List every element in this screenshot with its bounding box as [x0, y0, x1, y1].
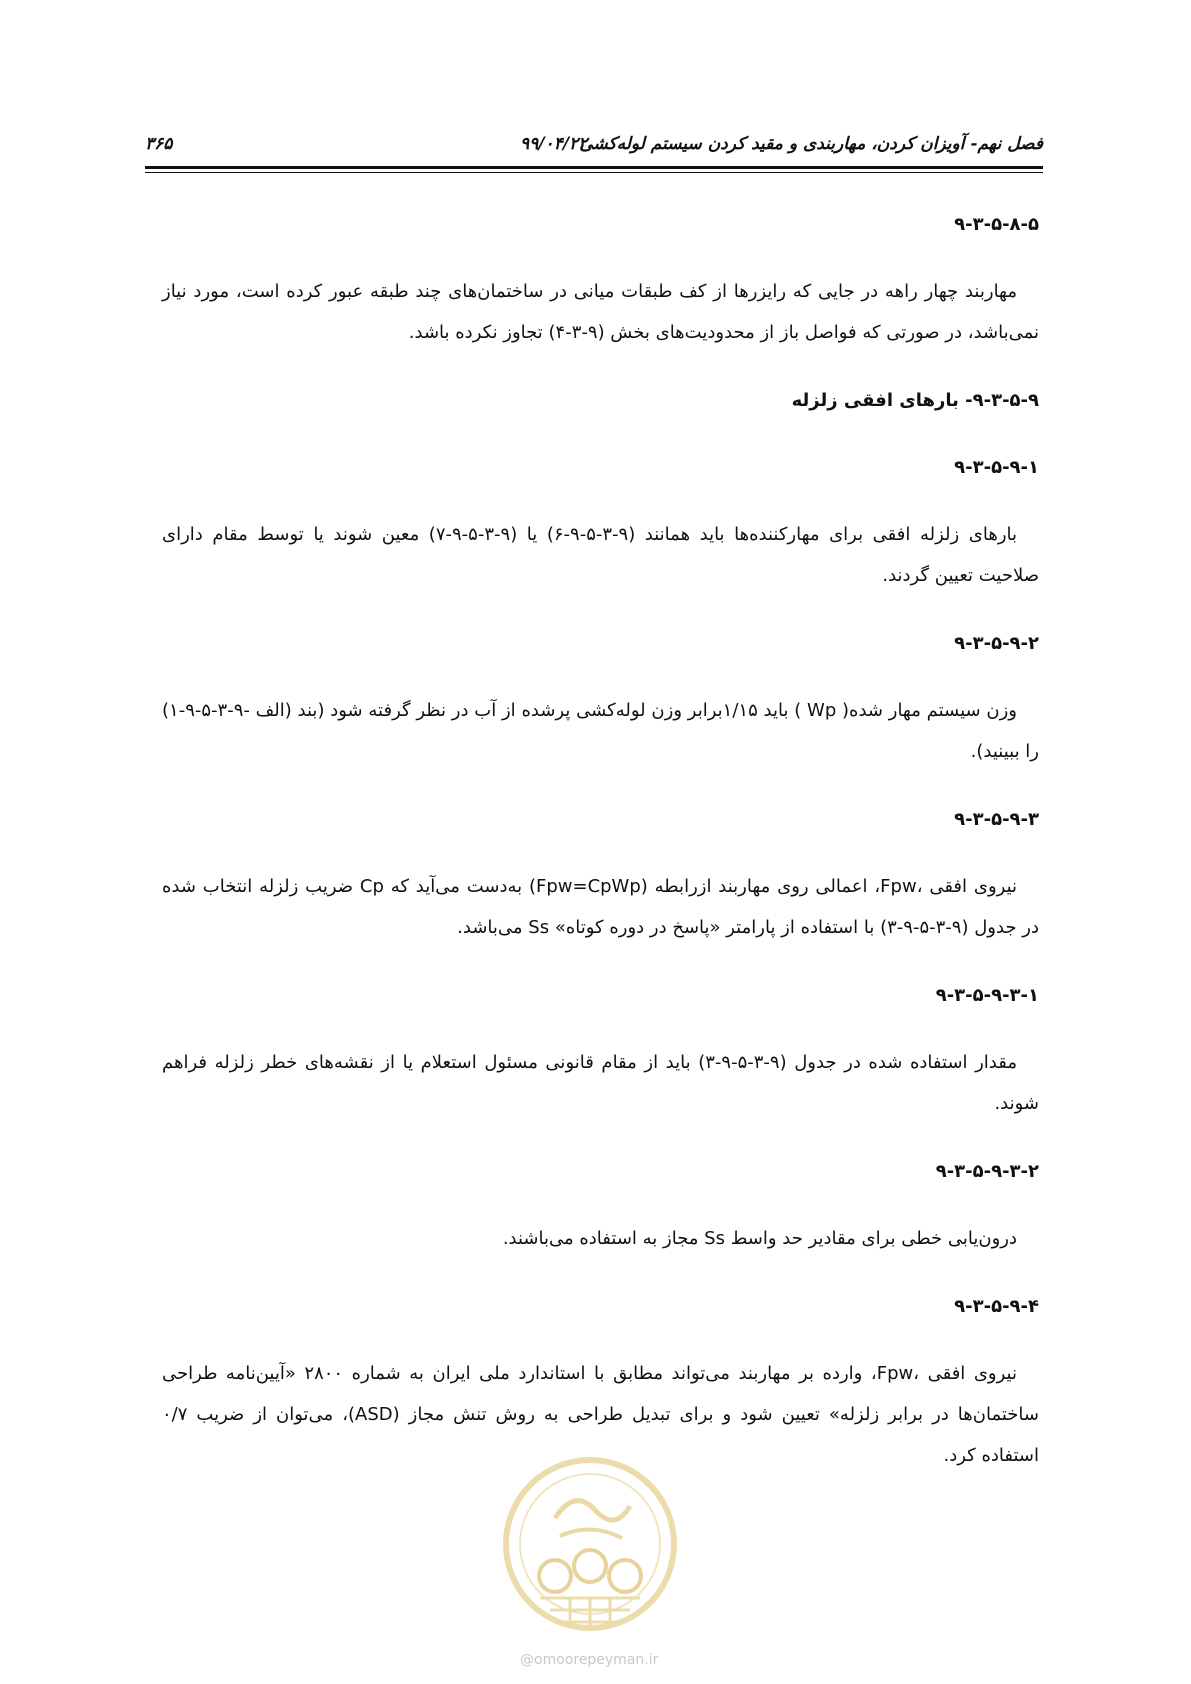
- section-heading: ۹-۳-۵-۹-۲: [954, 633, 1039, 654]
- section-heading: ۹-۳-۵-۹-۳: [954, 809, 1039, 830]
- paragraph: نیروی افقی ،Fpw، اعمالی روی مهاربند ازرابطه (Fpw=CpWp) به‌دست می‌آید که Cp ضریب زلزله انتخاب شده در جدول (۹-۳-۵-۹-۳) با استفاده از پارامتر «پاسخ در دوره کوتاه» Ss می‌باشد.: [162, 876, 1039, 938]
- section-heading: ۹-۳-۵-۸-۵: [954, 214, 1039, 235]
- header-rule-thick: [145, 166, 1043, 169]
- paragraph: مقدار استفاده شده در جدول (۹-۳-۵-۹-۳) باید از مقام قانونی مسئول استعلام یا از نقشه‌های خطر زلزله فراهم شوند.: [162, 1052, 1039, 1114]
- page-number: ۳۶۵: [145, 134, 173, 154]
- section-heading: ۹-۳-۵-۹-۴: [954, 1296, 1039, 1317]
- paragraph: بارهای زلزله افقی برای مهارکننده‌ها باید همانند (۹-۳-۵-۹-۶) یا (۹-۳-۵-۹-۷) معین شوند یا توسط مقام دارای صلاحیت تعیین گردند.: [162, 524, 1039, 586]
- chapter-title: فصل نهم- آویزان کردن، مهاربندی و مقید کردن سیستم لوله‌کشی: [579, 134, 1043, 154]
- watermark-logo-icon: [500, 1448, 680, 1676]
- body-content: [162, 204, 1039, 1503]
- paragraph: مهاربند چهار راهه در جایی که رایزرها از کف طبقات میانی در ساختمان‌های چند طبقه عبور کرده است، مورد نیاز نمی‌باشد، در صورتی که فواصل باز از محدودیت‌های بخش (۹-۳-۴) تجاوز نکرده باشد.: [162, 281, 1039, 343]
- paragraph: درون‌یابی خطی برای مقادیر حد واسط Ss مجاز به استفاده می‌باشند.: [502, 1228, 1017, 1249]
- header-rule-thin: [145, 172, 1043, 173]
- page-header: [145, 128, 1043, 162]
- section-heading: ۹-۳-۵-۹-۳-۲: [935, 1161, 1039, 1182]
- watermark-url: @omoorepeyman.ir: [520, 1652, 659, 1668]
- paragraph: وزن سیستم مهار شده( Wp ) باید ۱/۱۵برابر وزن لوله‌کشی پرشده از آب در نظر گرفته شود (بند (الف -۹-۳-۵-۹-۱) را ببینید).: [162, 700, 1039, 762]
- section-heading: ۹-۳-۵-۹-۱: [954, 457, 1039, 478]
- section-heading: ۹-۳-۵-۹- بارهای افقی زلزله: [791, 390, 1039, 411]
- paragraph: نیروی افقی ،Fpw، وارده بر مهاربند می‌تواند مطابق با استاندارد ملی ایران به شماره ۲۸۰۰ «آیین‌نامه طراحی ساختمان‌ها در برابر زلزله» تعیین شود و برای تبدیل طراحی به روش تنش مجاز (ASD)، می‌توان از ضریب ۰/۷ استفاده کرد.: [162, 1363, 1039, 1466]
- section-heading: ۹-۳-۵-۹-۳-۱: [935, 985, 1039, 1006]
- header-date: ۹۹/۰۴/۲۲: [520, 134, 588, 154]
